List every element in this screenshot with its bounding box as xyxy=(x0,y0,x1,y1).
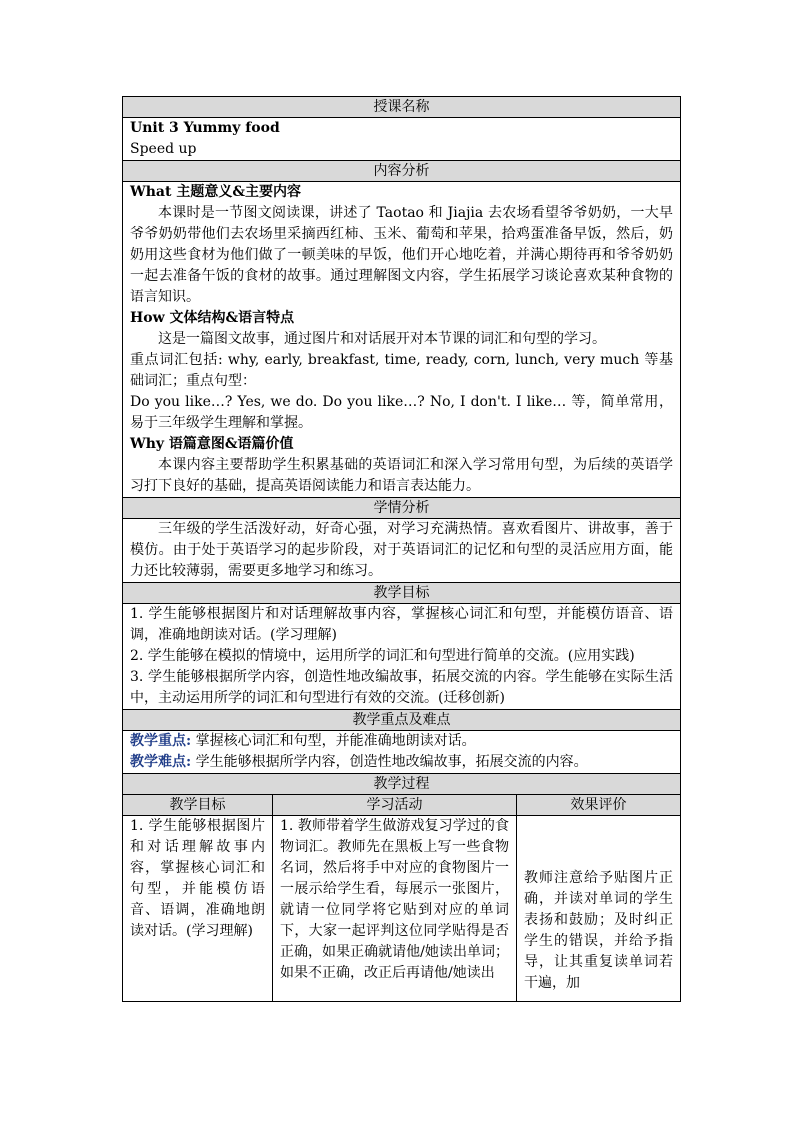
section-header-goals xyxy=(123,583,681,604)
column-label: 效果评价 xyxy=(570,797,627,813)
key-point-text: 掌握核心词汇和句型，并能准确地朗读对话。 xyxy=(191,733,476,749)
key-point-label: 教学重点: xyxy=(130,733,192,749)
header-label: 教学目标 xyxy=(373,585,430,601)
difficulty-line xyxy=(130,752,673,773)
why-heading: Why 语篇意图&语篇价值 xyxy=(130,436,294,452)
learner-cell xyxy=(123,519,681,583)
header-label: 学情分析 xyxy=(373,500,430,516)
what-heading: What 主题意义&主要内容 xyxy=(130,184,301,200)
column-header-evaluation xyxy=(517,795,681,816)
learner-body: 三年级的学生活泼好动，好奇心强，对学习充满热情。喜欢看图片、讲故事，善于模仿。由于处于英语学习的起步阶段，对于英语词汇的记忆和句型的灵活应用方面，能力还比较薄弱，需要更多地学习和练习。 xyxy=(130,521,674,579)
section-header-process xyxy=(123,774,681,795)
section-header-content xyxy=(123,161,681,182)
header-label: 教学重点及难点 xyxy=(352,712,451,728)
process-goal-text: 1. 学生能够根据图片和对话理解故事内容，掌握核心词汇和句型，并能模仿语音、语调，准确地朗读对话。(学习理解) xyxy=(130,818,265,939)
section-header-learner xyxy=(123,498,681,519)
process-activity-text: 1. 教师带着学生做游戏复习学过的食物词汇。教师先在黑板上写一些食物名词，然后将手中对应的食物图片一一展示给学生看，每展示一张图片，就请一位同学将它贴到对应的单词下，大家一起评判这位同学贴得是否正确，如果正确就请他/她读出单词；如果不正确，改正后再请他/她读出 xyxy=(280,818,509,981)
process-evaluation-text: 教师注意给予贴图片正确，并读对单词的学生表扬和鼓励；及时纠正学生的错误，并给予指导，让其重复读单词若干遍，加 xyxy=(524,870,674,991)
why-body: 本课内容主要帮助学生积累基础的英语词汇和深入学习常用句型，为后续的英语学习打下良好的基础，提高英语阅读能力和语言表达能力。 xyxy=(130,457,674,494)
header-label: 教学过程 xyxy=(373,776,430,792)
section-header-key-points xyxy=(123,710,681,731)
how-heading: How 文体结构&语言特点 xyxy=(130,310,295,326)
goal-2: 2. 学生能够在模拟的情境中，运用所学的词汇和句型进行简单的交流。(应用实践) xyxy=(130,648,635,664)
goal-3: 3. 学生能够根据所学内容，创造性地改编故事，拓展交流的内容。学生能够在实际生活中，主动运用所学的词汇和句型进行有效的交流。(迁移创新) xyxy=(130,669,674,706)
header-label: 内容分析 xyxy=(373,163,430,179)
how-body-3: Do you like…? Yes, we do. Do you like…? No, I don't. I like… 等，简单常用，易于三年级学生理解和掌握。 xyxy=(130,394,674,431)
course-cell xyxy=(123,118,681,161)
column-header-goals xyxy=(123,795,273,816)
process-evaluation-cell xyxy=(517,816,681,1002)
goal-1: 1. 学生能够根据图片和对话理解故事内容，掌握核心词汇和句型，并能模仿语音、语调，准确地朗读对话。(学习理解) xyxy=(130,606,674,643)
key-points-cell xyxy=(123,731,681,774)
content-analysis-cell xyxy=(123,182,681,498)
process-goal-cell xyxy=(123,816,273,1002)
unit-subtitle: Speed up xyxy=(130,141,197,157)
column-header-activities xyxy=(273,795,517,816)
what-body: 本课时是一节图文阅读课，讲述了 Taotao 和 Jiajia 去农场看望爷爷奶奶，一大早爷爷奶奶带他们去农场里采摘西红柿、玉米、葡萄和苹果，拾鸡蛋准备早饭，然后，奶奶用这些食材为他们做了一顿美味的早饭，他们开心地吃着，并满心期待再和爷爷奶奶一起去准备午饭的食材的故事。通过理解图文内容，学生拓展学习谈论喜欢某种食物的语言知识。 xyxy=(130,205,674,305)
difficulty-text: 学生能够根据所学内容，创造性地改编故事，拓展交流的内容。 xyxy=(191,754,588,770)
difficulty-label: 教学难点: xyxy=(130,754,192,770)
how-body-2: 重点词汇包括: why, early, breakfast, time, ready, corn, lunch, very much 等基础词汇；重点句型： xyxy=(130,352,674,389)
lesson-plan-table xyxy=(122,96,681,1002)
unit-title: Unit 3 Yummy food xyxy=(130,120,280,136)
how-body-1: 这是一篇图文故事，通过图片和对话展开对本节课的词汇和句型的学习。 xyxy=(158,331,606,347)
process-activity-cell xyxy=(273,816,517,1002)
goals-cell xyxy=(123,604,681,710)
key-point-line xyxy=(130,731,673,752)
column-label: 教学目标 xyxy=(169,797,226,813)
section-header-course xyxy=(123,97,681,118)
column-label: 学习活动 xyxy=(366,797,423,813)
header-label: 授课名称 xyxy=(373,99,430,115)
